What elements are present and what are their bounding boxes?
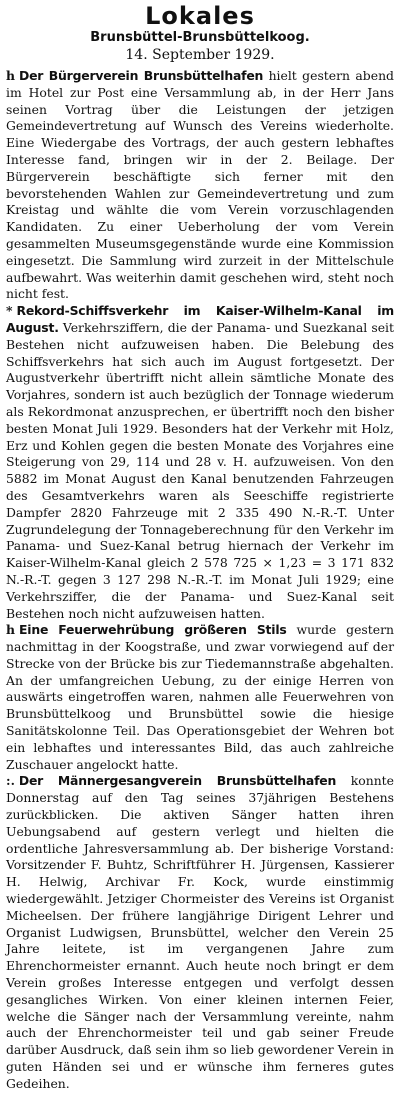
article-buergerverein bbox=[6, 68, 394, 303]
article-feuerwehr bbox=[6, 622, 394, 773]
masthead bbox=[6, 3, 394, 65]
article-body: konnte Donnerstag auf den Tag seines 37jährigen Bestehens zurückblicken. Die aktiven Sänger hatten ihren Uebungsabend auf gestern verlegt und hielten die ordentliche Jahresversammlung ab. Der bisherige Vorstand: Vorsitzender F. Buhtz, Schriftführer H. Jürgensen, Kassierer H. Helwig, Archivar Fr. Kock, wurde einstimmig wiedergewählt. Jetziger Chormeister des Vereins ist Organist Micheelsen. Der frühere langjährige Dirigent Lehrer und Organist Ludwigsen, Brunsbüttel, welcher den Verein 25 Jahre leitete, ist im vergangenen Jahre zum Ehrenchormeister ernannt. Auch heute noch bringt er dem Verein großes Interesse entgegen und verfolgt dessen gesangliches Wirken. Von einer kleinen internen Feier, welche die Sänger nach der Versammlung vereinte, nahm auch der Ehrenchormeister teil und gab seiner Freude darüber Ausdruck, daß sein ihm so lieb gewordener Verein in guten Händen sei und er wünsche ihm ferneres gutes Gedeihen. bbox=[6, 773, 394, 1091]
article-marker: :. bbox=[6, 773, 15, 789]
section-title: Lokales bbox=[145, 2, 255, 30]
article-headline: Der Männergesangverein Brunsbüttelhafen bbox=[18, 773, 337, 789]
article-marker: * bbox=[6, 303, 13, 319]
issue-date: 14. September 1929. bbox=[125, 47, 275, 63]
article-marker: h bbox=[6, 68, 16, 83]
article-maennergesangverein bbox=[6, 773, 394, 1092]
article-headline: Der Bürgerverein Brunsbüttelhafen bbox=[19, 68, 264, 83]
article-body: wurde gestern nachmittag in der Koogstraße, und zwar vorwiegend auf der Strecke von der Brücke bis zur Tiedemannstraße abgehalten. An der umfangreichen Uebung, zu der einige Herren von auswärts eingetroffen waren, nahmen alle Feuerwehren von Brunsbüttelkoog und Brunsbüttel sowie die hiesige Sanitätskolonne Teil. Das Operationsgebiet der Wehren bot ein lebhaftes und interessantes Bild, das auch zahlreiche Zuschauer angelockt hatte. bbox=[6, 622, 394, 772]
article-marker: h bbox=[6, 622, 16, 638]
article-body: Verkehrsziffern, die der Panama- und Suezkanal seit Bestehen nicht aufzuweisen haben. Die Belebung des Schiffsverkehrs hat sich auch im August fortgesetzt. Der Augustverkehr übertrifft nicht allein sämtliche Monate des Vorjahres, sondern ist auch bezüglich der Tonnage wiederum als Rekordmonat anzusprechen, er übertrifft noch den bisher besten Monat Juli 1929. Besonders hat der Verkehr mit Holz, Erz und Kohlen gegen die besten Monate des Vorjahres eine Steigerung von 29, 114 und 28 v. H. aufzuweisen. Von den 5882 im Monat August den Kanal benutzenden Fahrzeugen des Gesamtverkehrs waren als Seeschiffe registrierte Dampfer 2820 Fahrzeuge mit 2 335 490 N.-R.-T. Unter Zugrundelegung der Tonnageberechnung für den Verkehr im Panama- und Suez-Kanal betrug hiernach der Verkehr im Kaiser-Wilhelm-Kanal gleich 2 578 725 × 1,23 = 3 171 832 N.-R.-T. gegen 3 127 298 N.-R.-T. im Monat Juli 1929; eine Verkehrsziffer, die der Panama- und Suez-Kanal seit Bestehen noch nicht aufzuweisen hatten. bbox=[6, 319, 394, 621]
article-body: hielt gestern abend im Hotel zur Post eine Versammlung ab, in der Herr Jans seinen Vortrag über die Leistungen der jetzigen Gemeindevertretung auf Wunsch des Vereins wiederholte. Eine Wiedergabe des Vortrags, der auch gestern lebhaftes Interesse fand, bringen wir in der 2. Beilage. Der Bürgerverein beschäftigte sich ferner mit den bevorstehenden Wahlen zur Gemeindevertretung und zum Kreistag und wählte die vom Verein vorzuschlagenden Kandidaten. Zu einer Ueberholung der vom Verein gesammelten Museumsgegenstände wurde eine Kommission eingesetzt. Die Sammlung wird zurzeit in der Mittelschule aufbewahrt. Was weiterhin damit geschehen wird, steht noch nicht fest. bbox=[6, 68, 394, 302]
article-headline: Rekord-Schiffsverkehr im Kaiser-Wilhelm-Kanal im August. bbox=[6, 303, 394, 335]
article-kanal-verkehr bbox=[6, 303, 394, 622]
article-headline: Eine Feuerwehrübung größeren Stils bbox=[19, 622, 287, 638]
section-subtitle: Brunsbüttel-Brunsbüttelkoog. bbox=[90, 30, 310, 45]
